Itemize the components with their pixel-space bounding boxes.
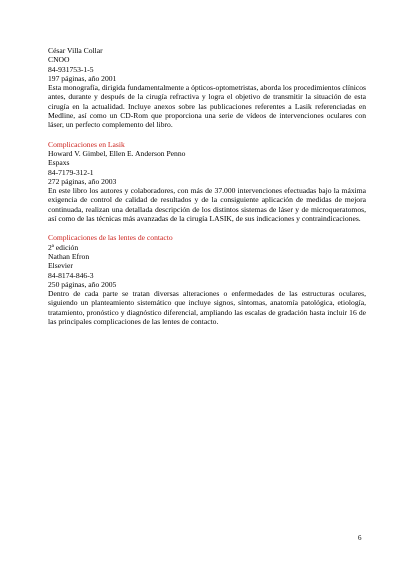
book-entry	[48, 233, 366, 326]
book-pages-year: 272 páginas, año 2003	[48, 176, 117, 186]
book-pages-year: 197 páginas, año 2001	[48, 73, 117, 83]
book-author: Nathan Efron	[48, 251, 90, 261]
book-description: En este libro los autores y colaboradores, con más de 37.000 intervenciones efectuadas bajo la máxima exigencia de control de calidad de resultados y de la consiguiente aplicación de medidas de mejora continuada, realizan una detallada descripción de los distintos sistemas de láser y de microqueratomos, así como de las técnicas más avanzadas de la cirugía LASIK, de sus indicaciones y contraindicaciones.	[48, 186, 366, 224]
book-publisher: Elsevier	[48, 261, 73, 271]
book-description: Dentro de cada parte se tratan diversas alteraciones o enfermedades de las estructuras oculares, siguiendo un planteamiento sistemático que incluye signos, síntomas, anatomía patológica, etiología, tratamiento, pronóstico y diagnóstico diferencial, ampliando las escalas de gradación hasta incluir 16 de las principales complicaciones de las lentes de contacto.	[48, 289, 366, 327]
book-isbn: 84-931753-1-5	[48, 64, 94, 74]
book-list	[48, 46, 366, 336]
book-edition: 2ª edición	[48, 242, 79, 252]
book-description: Esta monografía, dirigida fundamentalmente a ópticos-optometristas, aborda los procedimientos clínicos antes, durante y después de la cirugía refractiva y logra el objetivo de transmitir la situación de esta cirugía en la actualidad. Incluye anexos sobre las publicaciones referentes a Lasik referenciadas en Medline, así como un CD-Rom que proporciona una serie de vídeos de intervenciones oculares con láser, un perfecto complemento del libro.	[48, 83, 366, 130]
page-number: 6	[358, 534, 362, 542]
book-author: Howard V. Gimbel, Ellen E. Anderson Penno	[48, 148, 186, 158]
book-title: Complicaciones en Lasik	[48, 139, 125, 149]
book-isbn: 84-7179-312-1	[48, 167, 94, 177]
book-title: Complicaciones de las lentes de contacto	[48, 233, 173, 243]
book-author: César Villa Collar	[48, 46, 103, 55]
book-entry	[48, 140, 366, 224]
book-publisher: CNOO	[48, 55, 70, 65]
book-pages-year: 250 páginas, año 2005	[48, 279, 117, 289]
book-isbn: 84-8174-846-3	[48, 270, 94, 280]
book-publisher: Espaxs	[48, 158, 70, 168]
book-entry	[48, 46, 366, 130]
